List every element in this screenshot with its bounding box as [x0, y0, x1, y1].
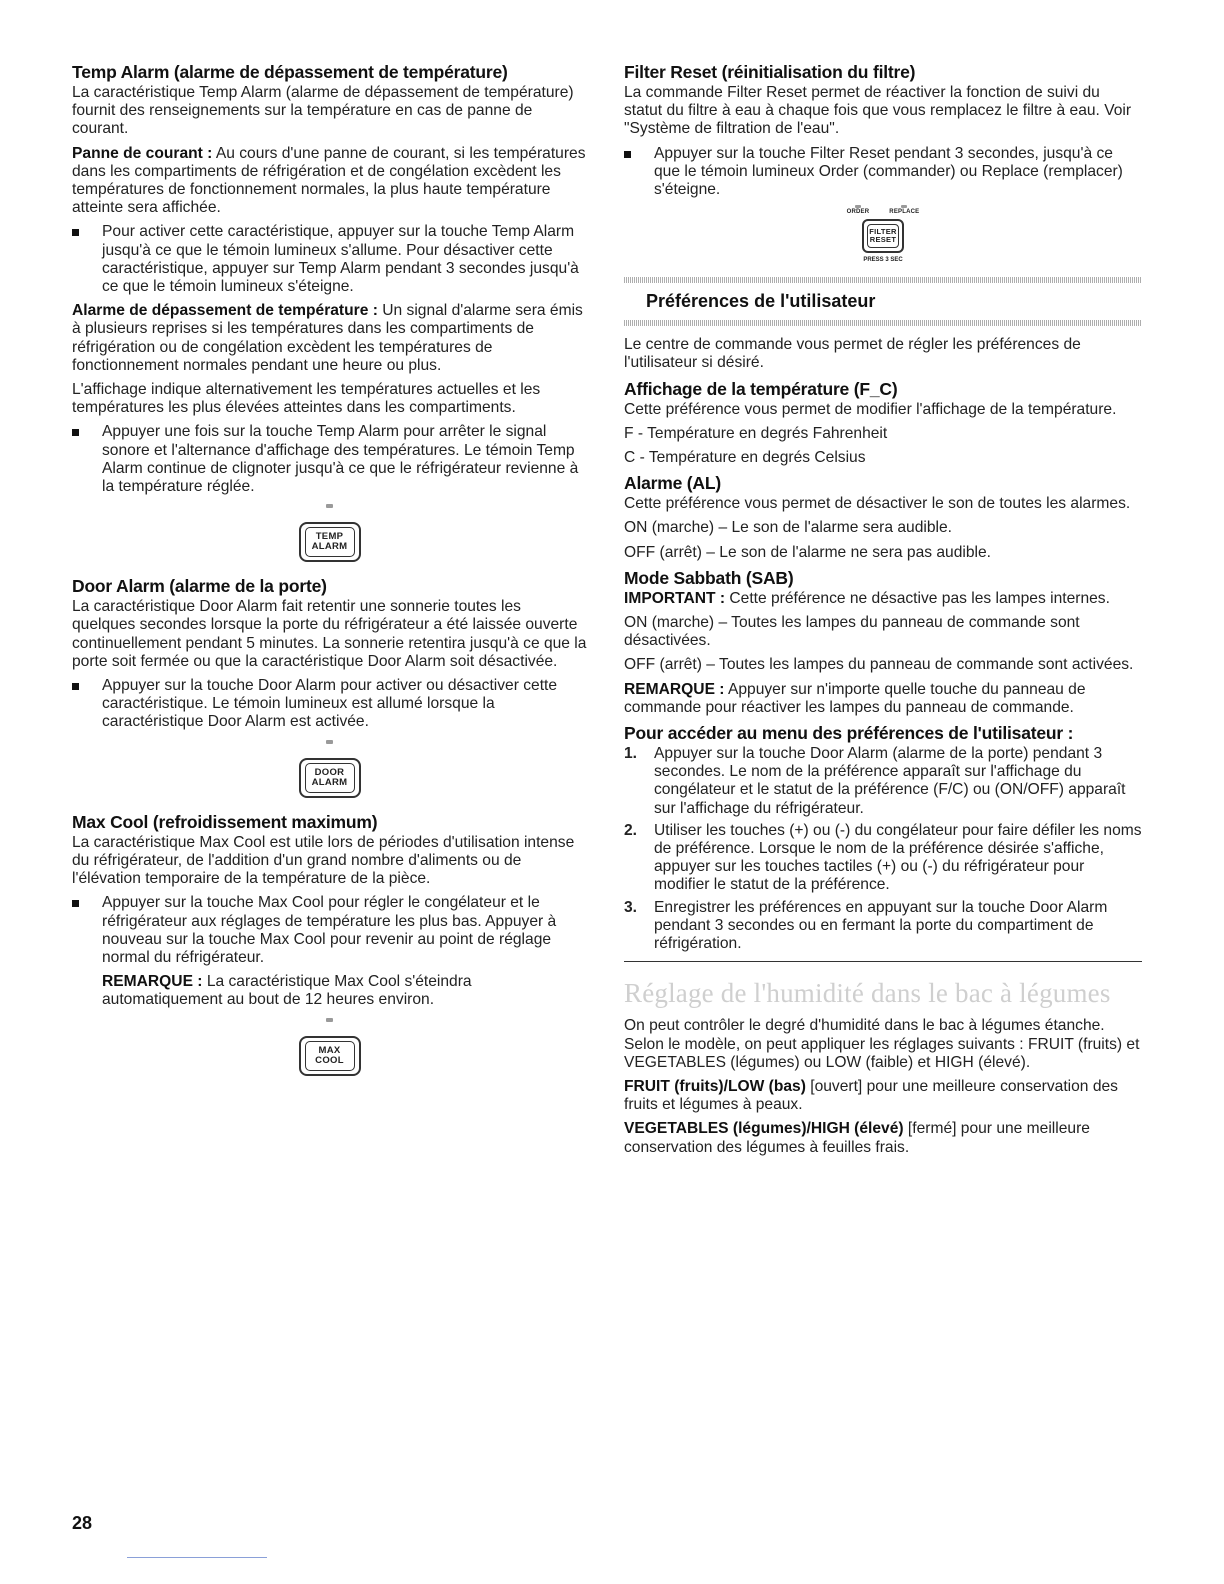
user-preferences-intro: Le centre de commande vous permet de régler les préférences de l'utilisateur si désiré. — [624, 336, 1081, 372]
menu-step — [624, 745, 1142, 818]
over-temp-alarm-label: Alarme de dépassement de température : — [72, 302, 378, 320]
filter-reset-key-illustration — [624, 205, 1142, 263]
humidity-heading: Réglage de l'humidité dans le bac à légumes — [624, 978, 1111, 1009]
door-alarm-section — [72, 576, 587, 797]
temp-alarm-intro: La caractéristique Temp Alarm (alarme de dépassement de température) fournit des renseignements sur la température en cas de panne de courant. — [72, 84, 574, 138]
important-text: Cette préférence ne désactive pas les lampes internes. — [725, 589, 1110, 607]
header-rule-top — [624, 277, 1142, 283]
power-outage-text: Au cours d'une panne de courant, si les températures dans les compartiments de réfrigération et de congélation excèdent les températures de fonctionnement normales, la plus haute température atteinte sera affichée. — [72, 144, 586, 217]
door-alarm-led-icon — [326, 740, 333, 744]
max-cool-heading: Max Cool (refroidissement maximum) — [72, 811, 378, 832]
temp-alarm-bullet-activate: Pour activer cette caractéristique, appuyer sur la touche Temp Alarm jusqu'à ce que le témoin lumineux s'allume. Pour désactiver cette caractéristique, appuyer sur Temp Alarm pendant 3 secondes jusqu'à ce que le témoin lumineux s'éteigne. — [72, 223, 587, 296]
step-text: Enregistrer les préférences en appuyant sur la touche Door Alarm pendant 3 secondes ou en fermant la porte du compartiment de réfrigération. — [654, 898, 1108, 953]
filter-led-row — [847, 205, 920, 215]
max-cool-bullet: Appuyer sur la touche Max Cool pour régler le congélateur et le réfrigérateur aux réglages de température les plus bas. Appuyer à nouveau sur la touche Max Cool pour revenir au point de réglage normal du réfrigérateur. — [72, 894, 587, 967]
door-alarm-heading: Door Alarm (alarme de la porte) — [72, 576, 327, 597]
door-alarm-key-line1: DOOR — [314, 766, 345, 778]
max-cool-key-line1: MAX — [318, 1044, 341, 1056]
over-temp-alarm-text: Un signal d'alarme sera émis à plusieurs reprises si les températures dans les compartiments de réfrigération ou de congélation excèdent les températures de fonctionnement normales pendant une heure ou plus. — [72, 302, 583, 374]
section-divider — [624, 961, 1142, 962]
max-cool-key — [299, 1036, 361, 1076]
door-alarm-key-line2: ALARM — [311, 776, 348, 788]
door-alarm-key — [299, 758, 361, 798]
power-outage-paragraph — [72, 145, 587, 218]
temp-alarm-section — [72, 62, 587, 562]
filter-reset-key-line1: FILTER — [869, 227, 897, 237]
menu-access-heading: Pour accéder au menu des préférences de l'utilisateur : — [624, 723, 1074, 744]
menu-step — [624, 822, 1142, 895]
temp-alarm-key-line1: TEMP — [315, 531, 344, 543]
temp-display-desc: Cette préférence vous permet de modifier l'affichage de la température. — [624, 400, 1117, 418]
temp-alarm-key-illustration — [72, 504, 587, 562]
sabbath-note-label: REMARQUE : — [624, 680, 725, 698]
celsius-line: C - Température en degrés Celsius — [624, 449, 866, 467]
step-number: 3. — [624, 898, 638, 916]
fahrenheit-line: F - Température en degrés Fahrenheit — [624, 424, 888, 442]
footer-line — [127, 1557, 267, 1558]
door-alarm-key-illustration — [72, 740, 587, 798]
sabbath-off-line: OFF (arrêt) – Toutes les lampes du panneau de commande sont activées. — [624, 656, 1134, 674]
filter-reset-intro: La commande Filter Reset permet de réactiver la fonction de suivi du statut du filtre à eau à chaque fois que vous remplacez le filtre à eau. Voir "Système de filtration de l'eau". — [624, 84, 1132, 138]
max-cool-note-label: REMARQUE : — [102, 973, 203, 991]
replace-led-icon — [901, 205, 907, 208]
alarm-pref-desc: Cette préférence vous permet de désactiver le son de toutes les alarmes. — [624, 495, 1131, 513]
filter-reset-section — [624, 62, 1142, 263]
fruit-text: [ouvert] pour une meilleure conservation des fruits et légumes à peaux. — [624, 1077, 1118, 1114]
power-outage-label: Panne de courant : — [72, 144, 213, 162]
header-rule-bottom — [624, 320, 1142, 326]
max-cool-note-text: La caractéristique Max Cool s'éteindra automatiquement au bout de 12 heures environ. — [102, 973, 472, 1009]
filter-reset-bullet: Appuyer sur la touche Filter Reset pendant 3 secondes, jusqu'à ce que le témoin lumineux Order (commander) ou Replace (remplacer) s'éteigne. — [624, 145, 1142, 200]
fruit-setting — [624, 1078, 1142, 1114]
user-preferences-header — [624, 277, 1142, 326]
max-cool-intro: La caractéristique Max Cool est utile lors de périodes d'utilisation intense du réfrigérateur, de l'addition d'un grand nombre d'aliments ou de l'élévation temporaire de la température de la pièce. — [72, 833, 575, 888]
sabbath-heading: Mode Sabbath (SAB) — [624, 567, 794, 588]
over-temp-alarm-paragraph — [72, 302, 587, 375]
vegetables-setting — [624, 1120, 1142, 1156]
filter-reset-key — [862, 219, 904, 253]
order-led-label: ORDER — [846, 209, 870, 216]
max-cool-led-icon — [326, 1018, 333, 1022]
temp-display-heading: Affichage de la température (F_C) — [624, 378, 898, 399]
sabbath-important — [624, 590, 1142, 608]
user-preferences-heading: Préférences de l'utilisateur — [646, 291, 876, 312]
fruit-label: FRUIT (fruits)/LOW (bas) — [624, 1077, 806, 1095]
important-label: IMPORTANT : — [624, 589, 726, 607]
max-cool-note — [72, 973, 587, 1009]
humidity-intro: On peut contrôler le degré d'humidité dans le bac à légumes étanche. Selon le modèle, on peut appliquer les réglages suivants : FRUIT (fruits) et VEGETABLES (légumes) ou LOW (faible) et HIGH (élevé). — [624, 1017, 1140, 1071]
humidity-section — [624, 978, 1142, 1156]
max-cool-section — [72, 812, 587, 1076]
sabbath-note-text: Appuyer sur n'importe quelle touche du panneau de commande pour réactiver les lampes du panneau de commande. — [624, 680, 1086, 716]
temp-alarm-key — [299, 522, 361, 562]
step-number: 2. — [624, 821, 638, 839]
replace-led — [889, 205, 919, 215]
step-number: 1. — [624, 745, 638, 763]
press-3-sec-label: PRESS 3 SEC — [863, 257, 903, 264]
alarm-on-line: ON (marche) – Le son de l'alarme sera audible. — [624, 519, 953, 537]
replace-led-label: REPLACE — [889, 209, 920, 216]
alarm-off-line: OFF (arrêt) – Le son de l'alarme ne sera pas audible. — [624, 543, 992, 561]
left-column — [72, 62, 587, 1090]
order-led — [847, 205, 870, 215]
order-led-icon — [855, 205, 861, 208]
vegetables-label: VEGETABLES (légumes)/HIGH (élevé) — [624, 1120, 904, 1138]
alarm-pref-heading: Alarme (AL) — [624, 473, 721, 494]
right-column — [624, 62, 1142, 1163]
menu-step — [624, 899, 1142, 954]
display-alternates-paragraph: L'affichage indique alternativement les températures actuelles et les températures les plus élevées atteintes dans les compartiments. — [72, 381, 541, 417]
sabbath-note — [624, 681, 1142, 717]
max-cool-key-illustration — [72, 1018, 587, 1076]
temp-alarm-bullet-stop: Appuyer une fois sur la touche Temp Alarm pour arrêter le signal sonore et l'alternance d'affichage des températures. Le témoin Temp Alarm continue de clignoter jusqu'à ce que le réfrigérateur revienne à la température réglée. — [72, 423, 587, 496]
max-cool-key-line2: COOL — [315, 1054, 344, 1066]
step-text: Utiliser les touches (+) ou (-) du congélateur pour faire défiler les noms de préférence. Lorsque le nom de la préférence désirée s'affiche, appuyer sur les touches tactiles (+) ou (-) du réfrigérateur pour modifier le statut de la préférence. — [654, 821, 1142, 894]
user-preferences-section — [624, 277, 1142, 962]
page-number: 28 — [72, 1513, 93, 1533]
vegetables-text: [fermé] pour une meilleure conservation des légumes à feuilles frais. — [624, 1120, 1090, 1156]
temp-alarm-key-line2: ALARM — [311, 541, 348, 553]
filter-reset-heading: Filter Reset (réinitialisation du filtre) — [624, 62, 916, 82]
menu-steps-list — [624, 745, 1142, 953]
sabbath-on-line: ON (marche) – Toutes les lampes du panneau de commande sont désactivées. — [624, 614, 1080, 650]
filter-reset-key-line2: RESET — [869, 235, 897, 245]
door-alarm-intro: La caractéristique Door Alarm fait retentir une sonnerie toutes les quelques secondes lorsque la porte du réfrigérateur a été laissée ouverte continuellement pendant 5 minutes. La sonnerie retentira jusqu'à ce que la porte soit fermée ou que la caractéristique Door Alarm soit désactivée. — [72, 598, 587, 670]
temp-alarm-heading: Temp Alarm (alarme de dépassement de température) — [72, 62, 508, 82]
temp-alarm-led-icon — [326, 504, 333, 508]
step-text: Appuyer sur la touche Door Alarm (alarme de la porte) pendant 3 secondes. Le nom de la préférence apparaît sur l'affichage du congélateur et le statut de la préférence (F/C) ou (ON/OFF) apparaît sur l'affichage du réfrigérateur. — [654, 745, 1126, 817]
door-alarm-bullet: Appuyer sur la touche Door Alarm pour activer ou désactiver cette caractéristique. Le témoin lumineux est allumé lorsque la caractéristique Door Alarm est activée. — [72, 677, 587, 732]
